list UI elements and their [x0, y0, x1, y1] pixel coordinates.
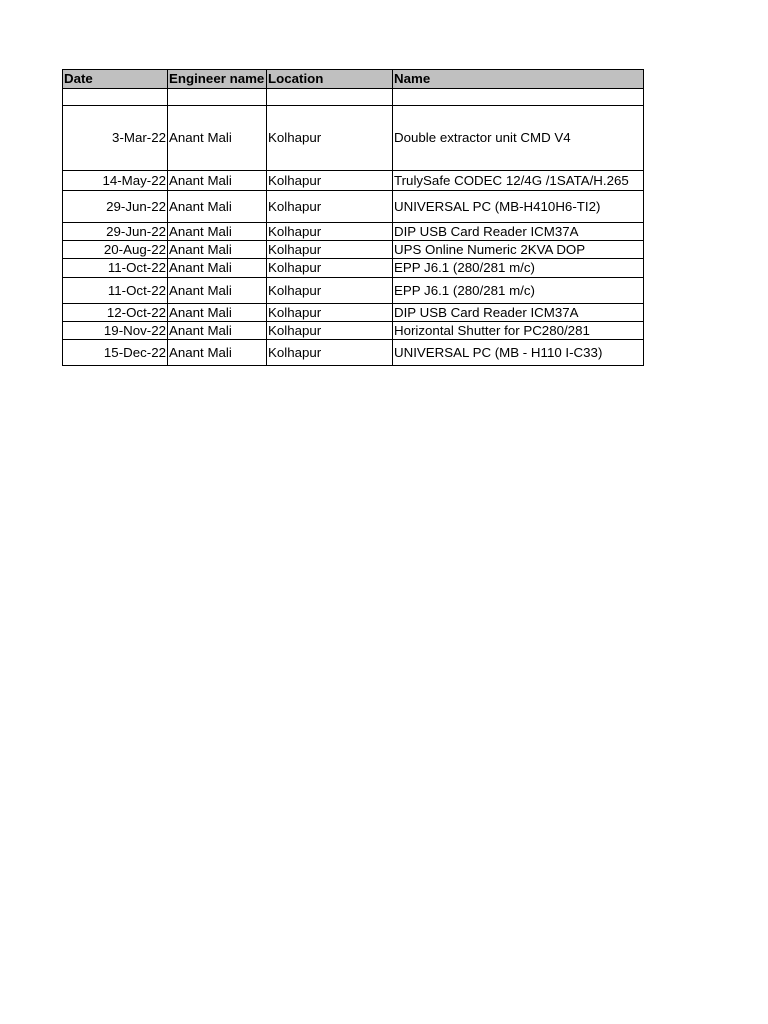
- cell-engineer: Anant Mali: [168, 304, 267, 322]
- cell-engineer: Anant Mali: [168, 340, 267, 366]
- cell-location: Kolhapur: [267, 171, 393, 191]
- cell-name: EPP J6.1 (280/281 m/c): [393, 259, 644, 278]
- cell-date: 14-May-22: [63, 171, 168, 191]
- cell-engineer: [168, 89, 267, 106]
- cell-engineer: Anant Mali: [168, 223, 267, 241]
- table-row: [63, 259, 644, 278]
- header-location: Location: [267, 70, 393, 89]
- cell-name: UNIVERSAL PC (MB-H410H6-TI2): [393, 191, 644, 223]
- cell-engineer: Anant Mali: [168, 171, 267, 191]
- header-engineer-name: Engineer name: [168, 70, 267, 89]
- cell-date: 29-Jun-22: [63, 191, 168, 223]
- cell-engineer: Anant Mali: [168, 241, 267, 259]
- table-row: [63, 322, 644, 340]
- table-row: [63, 191, 644, 223]
- cell-location: Kolhapur: [267, 304, 393, 322]
- table-row: [63, 241, 644, 259]
- cell-name: Double extractor unit CMD V4: [393, 106, 644, 171]
- cell-location: Kolhapur: [267, 340, 393, 366]
- cell-date: 15-Dec-22: [63, 340, 168, 366]
- cell-name: Horizontal Shutter for PC280/281: [393, 322, 644, 340]
- cell-location: Kolhapur: [267, 322, 393, 340]
- cell-name: DIP USB Card Reader ICM37A: [393, 304, 644, 322]
- cell-name: DIP USB Card Reader ICM37A: [393, 223, 644, 241]
- table-row: [63, 106, 644, 171]
- cell-location: [267, 89, 393, 106]
- cell-engineer: Anant Mali: [168, 259, 267, 278]
- cell-name: TrulySafe CODEC 12/4G /1SATA/H.265: [393, 171, 644, 191]
- table-row: [63, 171, 644, 191]
- cell-date: 29-Jun-22: [63, 223, 168, 241]
- cell-engineer: Anant Mali: [168, 278, 267, 304]
- header-name: Name: [393, 70, 644, 89]
- cell-engineer: Anant Mali: [168, 191, 267, 223]
- cell-name: EPP J6.1 (280/281 m/c): [393, 278, 644, 304]
- cell-date: 12-Oct-22: [63, 304, 168, 322]
- cell-date: 11-Oct-22: [63, 278, 168, 304]
- cell-name: [393, 89, 644, 106]
- cell-location: Kolhapur: [267, 191, 393, 223]
- cell-engineer: Anant Mali: [168, 322, 267, 340]
- cell-engineer: Anant Mali: [168, 106, 267, 171]
- cell-date: 20-Aug-22: [63, 241, 168, 259]
- table-row: [63, 89, 644, 106]
- header-row: [63, 70, 644, 89]
- cell-location: Kolhapur: [267, 223, 393, 241]
- cell-location: Kolhapur: [267, 106, 393, 171]
- cell-name: UNIVERSAL PC (MB - H110 I-C33): [393, 340, 644, 366]
- table-row: [63, 340, 644, 366]
- header-date: Date: [63, 70, 168, 89]
- cell-location: Kolhapur: [267, 278, 393, 304]
- cell-date: [63, 89, 168, 106]
- cell-location: Kolhapur: [267, 259, 393, 278]
- table-row: [63, 223, 644, 241]
- cell-date: 3-Mar-22: [63, 106, 168, 171]
- table-row: [63, 278, 644, 304]
- cell-date: 11-Oct-22: [63, 259, 168, 278]
- cell-location: Kolhapur: [267, 241, 393, 259]
- cell-name: UPS Online Numeric 2KVA DOP: [393, 241, 644, 259]
- cell-date: 19-Nov-22: [63, 322, 168, 340]
- data-table: [62, 69, 644, 366]
- table-row: [63, 304, 644, 322]
